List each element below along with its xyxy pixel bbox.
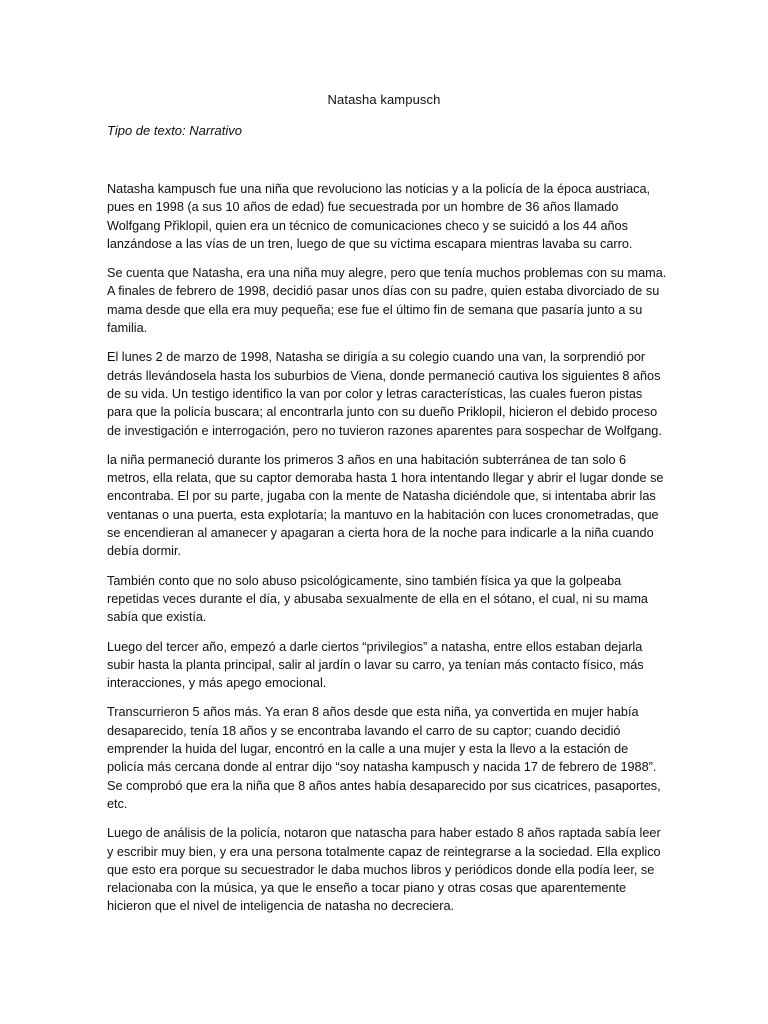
paragraph: También conto que no solo abuso psicológicamente, sino también física ya que la golpeaba repetidas veces durante el día, y abusaba sexualmente de ella en el sótano, el cual, ni su mama sabía que existía. bbox=[107, 573, 648, 625]
text-type-label: Tipo de texto: Narrativo bbox=[107, 123, 243, 138]
paragraph: Natasha kampusch fue una niña que revoluciono las noticias y a la policía de la época austriaca, pues en 1998 (a sus 10 años de edad) fue secuestrada por un hombre de 36 años llamado Wolfgang Přiklopil, quien era un técnico de comunicaciones checo y se suicidó a los 44 años lanzándose a las vías de un tren, luego de que su víctima escapara mientras lavaba su carro. bbox=[107, 182, 651, 251]
paragraph: Luego de análisis de la policía, notaron que natascha para haber estado 8 años raptada sabía leer y escribir muy bien, y era una persona totalmente capaz de reintegrarse a la sociedad. Ella explico que esto era porque su secuestrador le daba muchos libros y periódicos donde ella podía leer, se relacionaba con la música, ya que le enseño a tocar piano y otras cosas que aparentemente hicieron que el nivel de inteligencia de natasha no decreciera. bbox=[107, 826, 661, 914]
document-body bbox=[107, 180, 667, 927]
document-title: Natasha kampusch bbox=[327, 92, 441, 107]
paragraph: El lunes 2 de marzo de 1998, Natasha se dirigía a su colegio cuando una van, la sorprendió por detrás llevándosela hasta los suburbios de Viena, donde permaneció cautiva los siguientes 8 años de su vida. Un testigo identifico la van por color y letras características, las cuales fueron pistas para que la policía buscara; al encontrarla junto con su dueño Priklopil, hicieron el debido proceso de investigación e interrogación, pero no tuvieron razones aparentes para sospechar de Wolfgang. bbox=[107, 350, 662, 438]
paragraph: Se cuenta que Natasha, era una niña muy alegre, pero que tenía muchos problemas con su mama. A finales de febrero de 1998, decidió pasar unos días con su padre, quien estaba divorciado de su mama desde que ella era muy pequeña; ese fue el último fin de semana que pasaría junto a su familia. bbox=[107, 266, 667, 336]
paragraph: Transcurrieron 5 años más. Ya eran 8 años desde que esta niña, ya convertida en mujer había desaparecido, tenía 18 años y se encontraba lavando el carro de su captor; cuando decidió emprender la huida del lugar, encontró en la calle a una mujer y esta la llevo a la estación de policía más cercana donde al entrar dijo “soy natasha kampusch y nacida 17 de febrero de 1988”. Se comprobó que era la niña que 8 años antes había desaparecido por sus cicatrices, pasaportes, etc. bbox=[107, 705, 661, 811]
paragraph: Luego del tercer año, empezó a darle ciertos “privilegios” a natasha, entre ellos estaban dejarla subir hasta la planta principal, salir al jardín o lavar su carro, ya tenían más contacto físico, más interacciones, y más apego emocional. bbox=[107, 639, 644, 691]
paragraph: la niña permaneció durante los primeros 3 años en una habitación subterránea de tan solo 6 metros, ella relata, que su captor demoraba hasta 1 hora intentando llegar y abrir el lugar donde se encontraba. El por su parte, jugaba con la mente de Natasha diciéndole que, si intentaba abrir las ventanas o una puerta, esta explotaría; la mantuvo en la habitación con luces cronometradas, que se encendieran al amanecer y apagaran a cierta hora de la noche para indicarle a la niña cuando debía dormir. bbox=[107, 452, 664, 559]
